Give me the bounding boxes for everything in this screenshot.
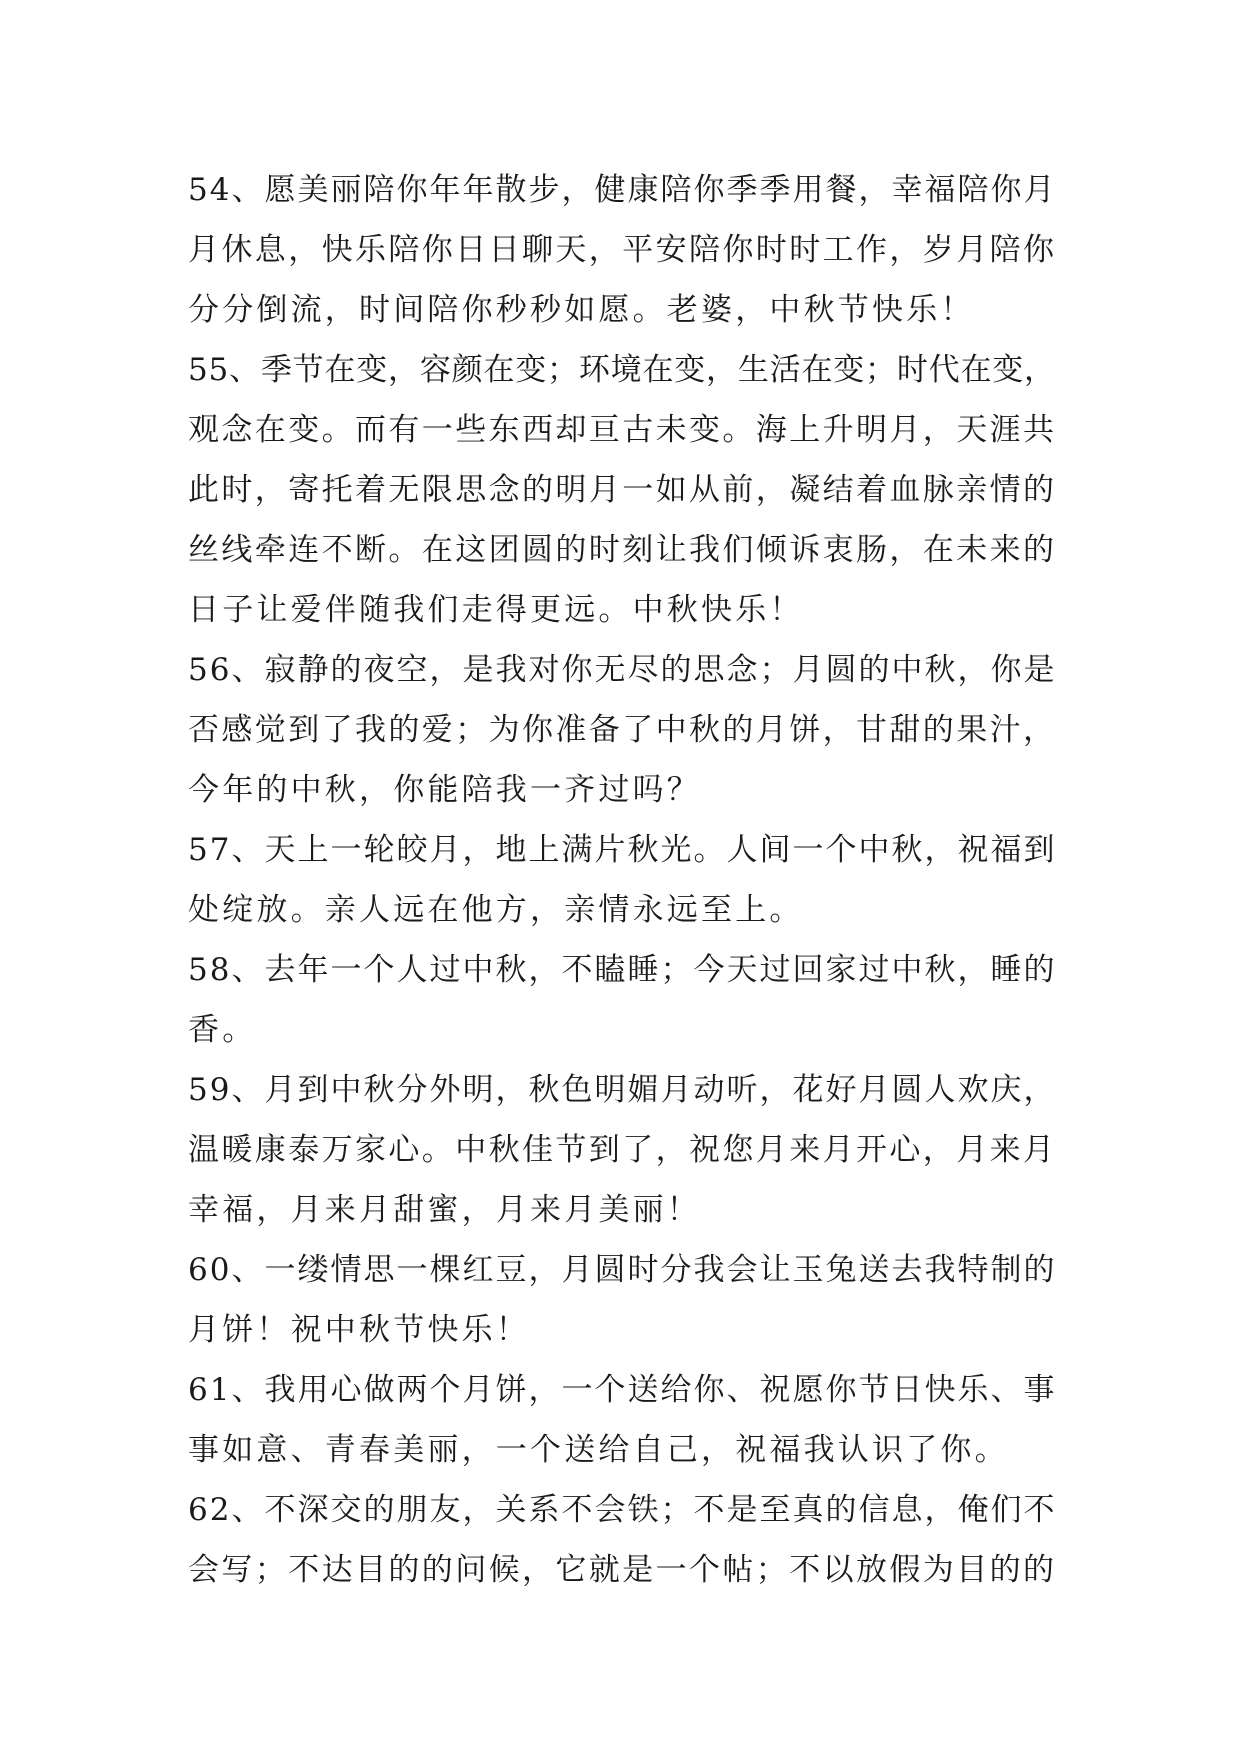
text-line: 丝线牵连不断。在这团圆的时刻让我们倾诉衷肠，在未来的 [188,532,1057,568]
paragraph-55 [188,340,1058,640]
text-line: 59、月到中秋分外明，秋色明媚月动听，花好月圆人欢庆， [188,1072,1057,1108]
text-line: 57、天上一轮皎月，地上满片秋光。人间一个中秋，祝福到 [188,832,1057,868]
paragraph-56 [188,640,1058,820]
text-line: 分分倒流，时间陪你秒秒如愿。老婆，中秋节快乐！ [188,292,975,328]
document-body [188,160,1058,1600]
text-line: 月休息，快乐陪你日日聊天，平安陪你时时工作，岁月陪你 [188,232,1057,268]
text-line: 月饼！祝中秋节快乐！ [188,1312,530,1348]
text-line: 温暖康泰万家心。中秋佳节到了，祝您月来月开心，月来月 [188,1132,1057,1168]
text-line: 幸福，月来月甜蜜，月来月美丽！ [188,1192,701,1228]
text-line: 此时，寄托着无限思念的明月一如从前，凝结着血脉亲情的 [188,472,1057,508]
text-line: 60、一缕情思一棵红豆，月圆时分我会让玉兔送去我特制的 [188,1252,1057,1288]
paragraph-62 [188,1480,1058,1600]
text-line: 否感觉到了我的爱；为你准备了中秋的月饼，甘甜的果汁， [188,712,1057,748]
text-line: 日子让爱伴随我们走得更远。中秋快乐！ [188,592,804,628]
text-line: 观念在变。而有一些东西却亘古未变。海上升明月，天涯共 [188,412,1057,448]
paragraph-54 [188,160,1058,340]
paragraph-60 [188,1240,1058,1360]
text-line: 事如意、青春美丽，一个送给自己，祝福我认识了你。 [188,1432,1009,1468]
text-line: 62、不深交的朋友，关系不会铁；不是至真的信息，俺们不 [188,1492,1057,1528]
text-line: 54、愿美丽陪你年年散步，健康陪你季季用餐，幸福陪你月 [188,172,1057,208]
text-line: 今年的中秋，你能陪我一齐过吗？ [188,772,701,808]
text-line: 处绽放。亲人远在他方，亲情永远至上。 [188,892,804,928]
paragraph-61 [188,1360,1058,1480]
text-line: 56、寂静的夜空，是我对你无尽的思念；月圆的中秋，你是 [188,652,1057,688]
text-line: 会写；不达目的的问候，它就是一个帖；不以放假为目的的 [188,1552,1057,1588]
paragraph-58 [188,940,1058,1060]
paragraph-59 [188,1060,1058,1240]
text-line: 58、去年一个人过中秋，不瞌睡；今天过回家过中秋，睡的 [188,952,1057,988]
text-line: 香。 [188,1012,257,1048]
text-line: 55、季节在变，容颜在变；环境在变，生活在变；时代在变， [188,352,1056,388]
paragraph-57 [188,820,1058,940]
text-line: 61、我用心做两个月饼，一个送给你、祝愿你节日快乐、事 [188,1372,1057,1408]
